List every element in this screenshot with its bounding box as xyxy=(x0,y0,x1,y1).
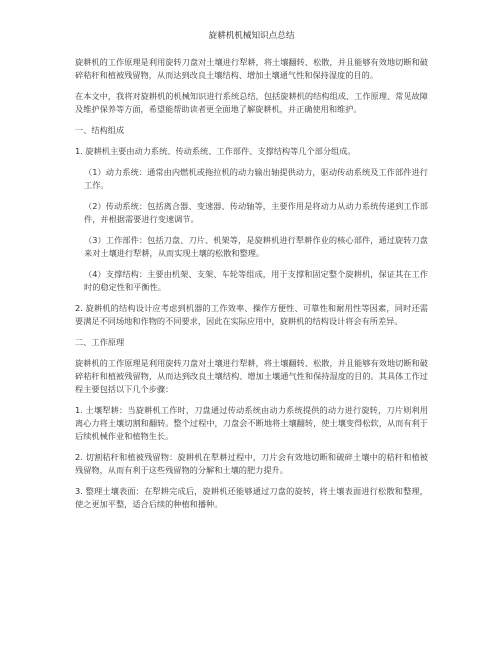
structure-item-working-parts: （3）工作部件：包括刀盘、刀片、机架等，是旋耕机进行犁耕作业的核心部件，通过旋转刀盘来对土壤进行犁耕，从而实现土壤的松散和整理。 xyxy=(84,235,428,258)
document-title: 旋耕机机械知识点总结 xyxy=(208,31,295,41)
structure-point-1: 1. 旋耕机主要由动力系统、传动系统、工作部件、支撑结构等几个部分组成。 xyxy=(75,146,356,156)
principle-step-3: 3. 整理土壤表面：在犁耕完成后，旋耕机还能够通过刀盘的旋转，将土壤表面进行松散和整理，使之更加平整，适合后续的种植和播种。 xyxy=(75,486,428,509)
structure-item-support: （4）支撑结构：主要由机架、支架、车轮等组成，用于支撑和固定整个旋耕机，保证其在工作时的稳定性和平衡性。 xyxy=(84,269,428,292)
principle-step-1: 1. 土壤犁耕：当旋耕机工作时，刀盘通过传动系统由动力系统提供的动力进行旋转，刀片则利用离心力将土壤切割和翻转。整个过程中，刀盘会不断地将土壤翻转，使土壤变得松软，从而有利于后续机械作业和植物生长。 xyxy=(75,405,428,441)
principle-paragraph: 旋耕机的工作原理是利用旋转刀盘对土壤进行犁耕，将土壤翻转、松散，并且能够有效地切断和破碎秸秆和植被残留物，从而达到改良土壤结构、增加土壤通气性和保持湿度的目的。其具体工作过程主要包括以下几个步骤： xyxy=(75,358,428,394)
section-heading-principle: 二、工作原理 xyxy=(75,337,125,347)
section-heading-structure: 一、结构组成 xyxy=(75,125,125,135)
intro-paragraph-2: 在本文中，我将对旋耕机的机械知识进行系统总结，包括旋耕机的结构组成、工作原理、常见故障及维护保养等方面，希望能帮助读者更全面地了解旋耕机，并正确使用和维护。 xyxy=(75,91,428,114)
structure-point-2: 2. 旋耕机的结构设计应考虑到机器的工作效率、操作方便性、可靠性和耐用性等因素，同时还需要满足不同场地和作物的不同要求，因此在实际应用中，旋耕机的结构设计将会有所差异。 xyxy=(75,303,428,326)
structure-item-transmission: （2）传动系统：包括离合器、变速器、传动轴等，主要作用是将动力从动力系统传递到工作部件，并根据需要进行变速调节。 xyxy=(84,201,428,224)
structure-item-power: （1）动力系统：通常由内燃机或拖拉机的动力输出轴提供动力，驱动传动系统及工作部件进行工作。 xyxy=(84,167,428,190)
intro-paragraph-1: 旋耕机的工作原理是利用旋转刀盘对土壤进行犁耕，将土壤翻转、松散，并且能够有效地切断和破碎秸秆和植被残留物，从而达到改良土壤结构、增加土壤通气性和保持湿度的目的。 xyxy=(75,57,428,80)
principle-step-2: 2. 切割秸秆和植被残留物：旋耕机在犁耕过程中，刀片会有效地切断和破碎土壤中的秸秆和植被残留物，从而有利于这些残留物的分解和土壤的肥力提升。 xyxy=(75,452,428,475)
